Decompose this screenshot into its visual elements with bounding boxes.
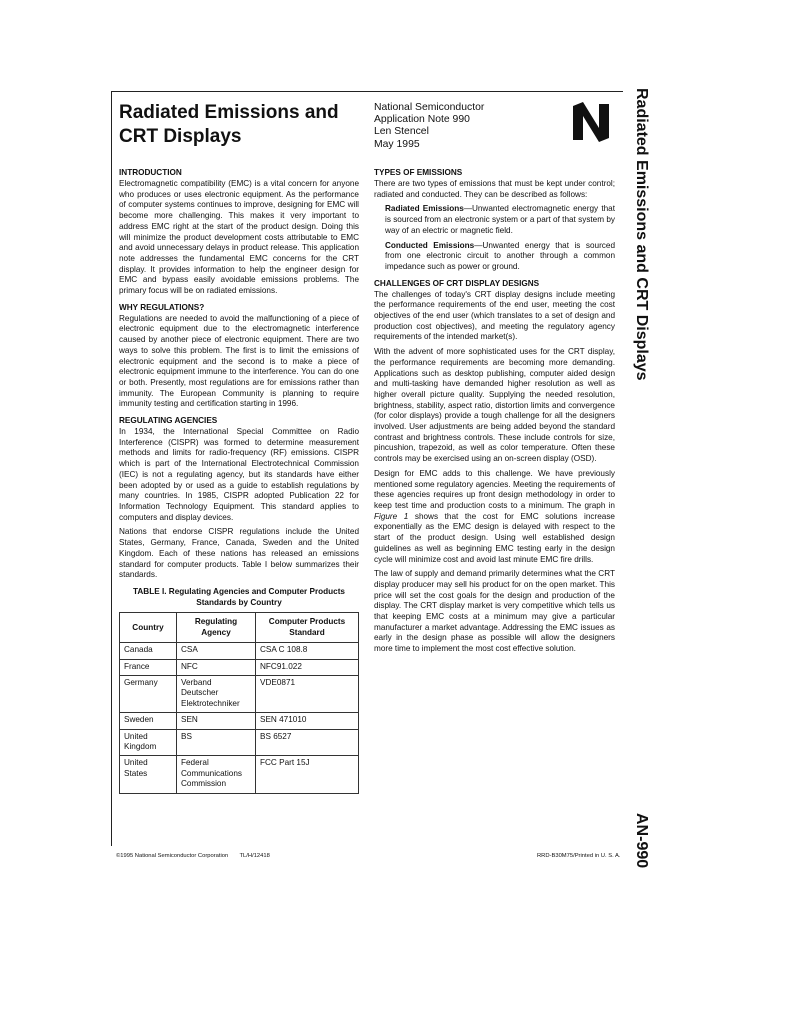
radiated-emissions-text: —Unwanted electromagnetic energy that is sourced from an electronic system or a part of that system by way of an electric or magnetic field.: [385, 204, 615, 235]
table-cell: NFC91.022: [256, 659, 359, 675]
company-name: National Semiconductor: [374, 102, 485, 113]
application-note-info: [374, 102, 534, 151]
table-cell: SEN: [177, 713, 256, 729]
why-regulations-paragraph: Regulations are needed to avoid the malfunctioning of a piece of electronic equipment due to the electromagnetic interference caused by another piece of electronic equipment. There are two ways to solve this problem. The first is to limit the emissions of electronic equipment and the second is to make a piece of electronic equipment immune to the interference. You can do one or both. Presently, most regulations are for emissions rather than immunity. The European Community is planning to require immunity testing and certification starting in 1996.: [119, 313, 359, 409]
document-title: [119, 101, 359, 149]
figure-reference: Figure 1: [374, 511, 409, 521]
table-cell: VDE0871: [256, 675, 359, 712]
footer-left: [116, 853, 270, 859]
table-row: [120, 729, 359, 756]
table-header-standard: Computer Products Standard: [256, 613, 359, 643]
footer-print-info: RRD-B30M75/Printed in U. S. A.: [537, 853, 621, 859]
author-name: Len Stencel: [374, 126, 429, 138]
challenges-paragraph-2: With the advent of more sophisticated uses for the CRT display, the performance requirements are becoming more demanding. Applications such as desktop publishing, computer aided design and multi-tasking have demanded higher resolution as well as higher overall picture quality. Supplying the needed resolution, brightness, stability, aspect ratio, distortion limits and convergence (for color displays) provide a tough challenge for all the designers involved. User adjustments are being added beyond the standard contrast and brightness controls. These include controls for size, pincushion, trapezoid, as well as color temperature. Often these controls may be exercised using an on-screen display (OSD).: [374, 347, 615, 464]
why-regulations-heading: WHY REGULATIONS?: [119, 302, 205, 312]
table-header-agency: Regulating Agency: [177, 613, 256, 643]
table-cell: NFC: [177, 659, 256, 675]
types-of-emissions-paragraph: There are two types of emissions that must be kept under control; radiated and conducted. They can be described as follows:: [374, 179, 615, 199]
radiated-emissions-definition: [385, 204, 615, 236]
side-title: Radiated Emissions and CRT Displays: [633, 88, 650, 381]
table-cell: BS: [177, 729, 256, 756]
table-cell: Germany: [120, 675, 177, 712]
introduction-paragraph: Electromagnetic compatibility (EMC) is a vital concern for anyone who produces or uses electronic equipment. As the performance of computer systems continues to improve, designing for EMC will become more challenging. This makes it very important to address EMC right at the start of the product design. Doing this will minimize the product development costs attributable to EMC and avoid unnecessary delays in product release. This application note addresses the fundamental EMC concerns for the CRT display. It provides information to help the engineer design for EMC and bypass easily avoidable emissions problems. The primary focus will be on radiated emissions.: [119, 179, 359, 296]
types-of-emissions-heading: TYPES OF EMISSIONS: [374, 168, 463, 177]
regulating-agencies-heading: REGULATING AGENCIES: [119, 416, 218, 426]
table-row: [120, 675, 359, 712]
national-semiconductor-logo-icon: [569, 98, 613, 146]
challenges-paragraph-4: The law of supply and demand primarily determines what the CRT display producer may sell his product for on the open market. This price will set the cost goals for the design and production of the display. The CRT display market is very competitive which tells us that keeping EMC costs at a minimum may give a particular manufacturer a market advantage. Addressing the EMC issues as early in the design phase as possible will allow the designers more time to implement the most cost effective solution.: [374, 569, 615, 654]
table-cell: FCC Part 15J: [256, 756, 359, 793]
table-cell: CSA C 108.8: [256, 643, 359, 659]
table-cell: France: [120, 659, 177, 675]
right-column: [374, 167, 615, 659]
regulating-agencies-paragraph-2: Nations that endorse CISPR regulations include the United States, Germany, France, Canada, Sweden and the United Kingdom. Each of these nations has released an emissions standard for computer products. Table I below summarizes their standards.: [119, 527, 359, 580]
table-cell: BS 6527: [256, 729, 359, 756]
table-cell: United Kingdom: [120, 729, 177, 756]
regulating-agencies-table: [119, 612, 359, 793]
table-cell: Canada: [120, 643, 177, 659]
table-cell: Sweden: [120, 713, 177, 729]
side-note-number: AN-990: [633, 813, 650, 869]
table-caption: TABLE I. Regulating Agencies and Computer Products Standards by Country: [133, 586, 345, 607]
document-code: TL/H/12418: [239, 853, 270, 859]
title-line-2: CRT Displays: [119, 126, 242, 147]
table-cell: CSA: [177, 643, 256, 659]
table-cell: Verband Deutscher Elektrotechniker: [177, 675, 256, 712]
challenges-heading: CHALLENGES OF CRT DISPLAY DESIGNS: [374, 278, 540, 288]
table-cell: SEN 471010: [256, 713, 359, 729]
conducted-emissions-term: Conducted Emissions: [385, 240, 475, 250]
challenges-paragraph-3-start: Design for EMC adds to this challenge. We have previously mentioned some regulatory agencies. Meeting the requirements of these agencies requires up front design methodology in order to keep test time and production costs to a minimum. The graph in: [374, 468, 615, 510]
table-header-country: Country: [120, 613, 177, 643]
left-column: [119, 167, 359, 794]
introduction-heading: INTRODUCTION: [119, 168, 182, 177]
table-row: [120, 659, 359, 675]
table-row: [120, 643, 359, 659]
challenges-paragraph-1: The challenges of today's CRT display designs include meeting the performance requirements of the end user, meeting the cost objectives of the end user (which translates to a set of design and production cost objectives), and meeting the regulatory agency requirements of the intended market(s).: [374, 289, 615, 342]
table-cell: Federal Communications Commission: [177, 756, 256, 793]
challenges-paragraph-3-end: shows that the cost for EMC solutions increase exponentially as the EMC design is delayed with respect to the start of the product design. Using well established design guidelines as well as beginning EMC testing early in the design cycle will minimize cost and avoid last minute EMC fire drills.: [374, 511, 615, 564]
challenges-paragraph-3: [374, 469, 615, 565]
table-cell: United States: [120, 756, 177, 793]
conducted-emissions-text: —Unwanted energy that is sourced from one electronic circuit to another through a common impedance such as power or ground.: [385, 240, 616, 271]
conducted-emissions-definition: [385, 241, 615, 273]
radiated-emissions-term: Radiated Emissions: [385, 204, 464, 214]
publication-date: May 1995: [374, 138, 420, 150]
application-note-number: Application Note 990: [374, 114, 470, 126]
title-line-1: Radiated Emissions and: [119, 102, 339, 123]
table-row: [120, 756, 359, 793]
table-header-row: [120, 613, 359, 643]
copyright-text: ©1995 National Semiconductor Corporation: [116, 853, 229, 859]
regulating-agencies-paragraph-1: In 1934, the International Special Committee on Radio Interference (CISPR) was formed to determine measurement methods and limits for radio-frequency (RF) emissions. CISPR which is part of the International Electrotechnical Commission (IEC) is not a regulating agency, but its standards have either been adopted by or used as a guide to establish regulations by many countries. In 1985, CISPR adopted Publication 22 for Information Technology Equipment. This standard applies to computers and display devices.: [119, 427, 359, 522]
table-row: [120, 713, 359, 729]
